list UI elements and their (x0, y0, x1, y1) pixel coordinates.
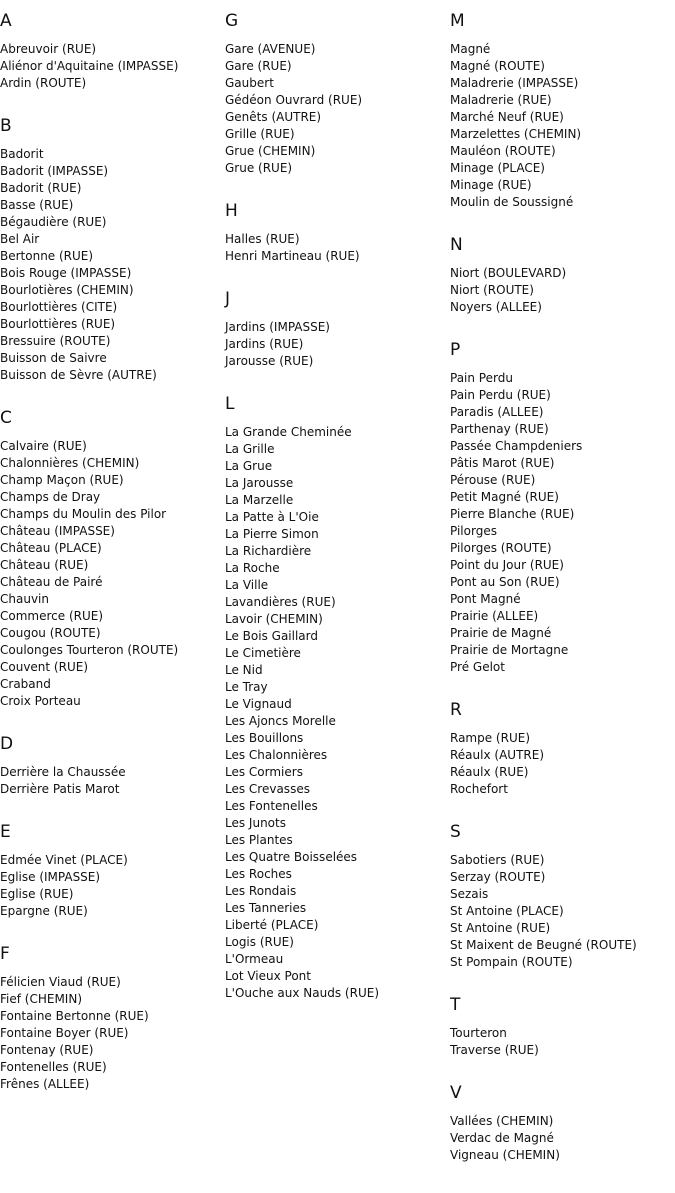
street-name: Point du Jour (RUE) (450, 558, 564, 572)
street-column-1 (0, 0, 225, 1093)
section-letter-heading: J (225, 289, 231, 309)
street-name: Mauléon (ROUTE) (450, 144, 556, 158)
street-name: Aliénor d'Aquitaine (IMPASSE) (0, 59, 179, 73)
street-name: Prairie de Magné (450, 626, 552, 640)
street-name: Les Quatre Boisselées (225, 850, 358, 864)
street-name: Eglise (IMPASSE) (0, 870, 101, 884)
street-name: Les Tanneries (225, 901, 307, 915)
street-name: Epargne (RUE) (0, 904, 88, 918)
street-name: Rochefort (450, 782, 508, 796)
street-name: St Pompain (ROUTE) (450, 955, 573, 969)
street-name: Château de Pairé (0, 575, 103, 589)
street-list (450, 265, 675, 316)
street-column-2 (225, 0, 450, 1002)
street-name: Les Fontenelles (225, 799, 318, 813)
street-name: Basse (RUE) (0, 198, 74, 212)
street-name: Eglise (RUE) (0, 887, 74, 901)
letter-section (450, 700, 675, 798)
street-name: Moulin de Soussigné (450, 195, 574, 209)
street-name: La Grande Cheminée (225, 425, 352, 439)
street-name: Pain Perdu (RUE) (450, 388, 551, 402)
street-name: Sezais (450, 887, 489, 901)
street-name: Pain Perdu (450, 371, 513, 385)
street-list (0, 974, 225, 1093)
section-letter-heading: P (450, 340, 461, 360)
street-name: St Antoine (PLACE) (450, 904, 564, 918)
street-name: Château (PLACE) (0, 541, 102, 555)
street-name: Champs de Dray (0, 490, 101, 504)
street-name: Logis (RUE) (225, 935, 294, 949)
street-name: Croix Porteau (0, 694, 81, 708)
street-name: L'Ormeau (225, 952, 284, 966)
street-name: La Roche (225, 561, 280, 575)
street-name: Pâtis Marot (RUE) (450, 456, 555, 470)
street-name: Gédéon Ouvrard (RUE) (225, 93, 363, 107)
street-name: Vigneau (CHEMIN) (450, 1148, 560, 1162)
street-name: Le Bois Gaillard (225, 629, 318, 643)
street-name: Marché Neuf (RUE) (450, 110, 564, 124)
street-name: La Jarousse (225, 476, 294, 490)
street-list (0, 764, 225, 798)
street-name: Verdac de Magné (450, 1131, 554, 1145)
street-list (450, 370, 675, 676)
street-name: Les Roches (225, 867, 292, 881)
street-name: Le Nid (225, 663, 263, 677)
street-name: Fief (CHEMIN) (0, 992, 83, 1006)
street-name: Badorit (RUE) (0, 181, 82, 195)
street-name: Bel Air (0, 232, 40, 246)
section-letter-heading: N (450, 235, 463, 255)
street-name: Craband (0, 677, 51, 691)
street-column-3 (450, 0, 675, 1164)
letter-section (0, 116, 225, 384)
street-name: Petit Magné (RUE) (450, 490, 559, 504)
street-name: Serzay (ROUTE) (450, 870, 546, 884)
street-list (450, 1025, 675, 1059)
street-name: Gare (RUE) (225, 59, 292, 73)
street-name: Jardins (IMPASSE) (225, 320, 330, 334)
letter-section (0, 944, 225, 1093)
street-name: Lavoir (CHEMIN) (225, 612, 323, 626)
street-list (0, 852, 225, 920)
street-name: Jardins (RUE) (225, 337, 304, 351)
street-name: Les Chalonnières (225, 748, 328, 762)
street-name: Maladrerie (IMPASSE) (450, 76, 579, 90)
street-name: Magné (ROUTE) (450, 59, 545, 73)
street-name: Grue (CHEMIN) (225, 144, 316, 158)
street-list (450, 852, 675, 971)
letter-section (0, 734, 225, 798)
street-name: Bertonne (RUE) (0, 249, 94, 263)
street-name: Grue (RUE) (225, 161, 293, 175)
street-name: Buisson de Saivre (0, 351, 107, 365)
street-list (225, 231, 450, 265)
street-name: Les Rondais (225, 884, 297, 898)
street-name: Gare (AVENUE) (225, 42, 316, 56)
street-name: Frênes (ALLEE) (0, 1077, 90, 1091)
street-name: Noyers (ALLEE) (450, 300, 542, 314)
section-letter-heading: G (225, 11, 239, 31)
street-name: Réaulx (AUTRE) (450, 748, 544, 762)
street-name: Pré Gelot (450, 660, 505, 674)
street-name: Halles (RUE) (225, 232, 300, 246)
street-name: La Marzelle (225, 493, 294, 507)
street-name: Réaulx (RUE) (450, 765, 529, 779)
street-name: Tourteron (450, 1026, 507, 1040)
street-name: Pierre Blanche (RUE) (450, 507, 575, 521)
letter-section (225, 11, 450, 177)
street-name: Paradis (ALLEE) (450, 405, 544, 419)
street-name: Gaubert (225, 76, 274, 90)
street-list (0, 146, 225, 384)
section-letter-heading: C (0, 408, 12, 428)
street-name: Couvent (RUE) (0, 660, 89, 674)
street-name: Bourlotières (CHEMIN) (0, 283, 134, 297)
street-name: Parthenay (RUE) (450, 422, 549, 436)
street-name: Traverse (RUE) (450, 1043, 539, 1057)
section-letter-heading: M (450, 11, 465, 31)
section-letter-heading: S (450, 822, 461, 842)
street-name: Les Junots (225, 816, 286, 830)
section-letter-heading: E (0, 822, 11, 842)
street-name: Pont au Son (RUE) (450, 575, 560, 589)
street-name: Les Crevasses (225, 782, 310, 796)
street-name: Les Bouillons (225, 731, 304, 745)
letter-section (225, 289, 450, 370)
street-name: Champ Maçon (RUE) (0, 473, 124, 487)
street-name: Fontenay (RUE) (0, 1043, 94, 1057)
street-name: Lot Vieux Pont (225, 969, 311, 983)
street-name: Niort (BOULEVARD) (450, 266, 567, 280)
street-name: Bressuire (ROUTE) (0, 334, 111, 348)
street-name: Niort (ROUTE) (450, 283, 534, 297)
street-name: Sabotiers (RUE) (450, 853, 545, 867)
street-name: Chauvin (0, 592, 49, 606)
street-name: Rampe (RUE) (450, 731, 530, 745)
street-name: Cougou (ROUTE) (0, 626, 101, 640)
street-name: Le Vignaud (225, 697, 292, 711)
street-name: Buisson de Sèvre (AUTRE) (0, 368, 157, 382)
section-letter-heading: V (450, 1083, 462, 1103)
street-name: Abreuvoir (RUE) (0, 42, 97, 56)
section-letter-heading: A (0, 11, 12, 31)
street-name: La Ville (225, 578, 269, 592)
letter-section (450, 235, 675, 316)
street-name: Commerce (RUE) (0, 609, 104, 623)
letter-section (225, 201, 450, 265)
section-letter-heading: D (0, 734, 14, 754)
street-name: Henri Martineau (RUE) (225, 249, 360, 263)
street-name: Calvaire (RUE) (0, 439, 87, 453)
letter-section (450, 11, 675, 211)
street-name: Prairie de Mortagne (450, 643, 569, 657)
section-letter-heading: L (225, 394, 235, 414)
section-letter-heading: H (225, 201, 238, 221)
street-name: Derrière la Chaussée (0, 765, 126, 779)
street-list (0, 41, 225, 92)
street-name: Château (IMPASSE) (0, 524, 115, 538)
street-name: Lavandières (RUE) (225, 595, 336, 609)
street-name: Jarousse (RUE) (225, 354, 314, 368)
street-name: La Richardière (225, 544, 312, 558)
street-name: Les Plantes (225, 833, 293, 847)
street-name: Magné (450, 42, 491, 56)
letter-section (450, 340, 675, 676)
street-name: Fontaine Bertonne (RUE) (0, 1009, 149, 1023)
street-name: Pilorges (450, 524, 497, 538)
street-list (225, 319, 450, 370)
section-letter-heading: T (450, 995, 461, 1015)
street-name: Pont Magné (450, 592, 521, 606)
street-name: Passée Champdeniers (450, 439, 583, 453)
letter-section (450, 822, 675, 971)
letter-section (225, 394, 450, 1002)
street-name: Pérouse (RUE) (450, 473, 536, 487)
street-name: Le Tray (225, 680, 268, 694)
street-name: La Patte à L'Oie (225, 510, 319, 524)
street-name: Liberté (PLACE) (225, 918, 319, 932)
letter-section (0, 408, 225, 710)
letter-section (0, 822, 225, 920)
street-name: Badorit (IMPASSE) (0, 164, 109, 178)
street-name: Derrière Patis Marot (0, 782, 120, 796)
street-list (450, 41, 675, 211)
street-name: La Grille (225, 442, 275, 456)
section-letter-heading: B (0, 116, 12, 136)
street-name: Champs du Moulin des Pilor (0, 507, 167, 521)
street-name: Ardin (ROUTE) (0, 76, 87, 90)
street-name: Minage (PLACE) (450, 161, 545, 175)
street-name: Edmée Vinet (PLACE) (0, 853, 128, 867)
street-list (450, 730, 675, 798)
street-name: Les Cormiers (225, 765, 303, 779)
street-name: Château (RUE) (0, 558, 89, 572)
letter-section (450, 1083, 675, 1164)
street-name: Minage (RUE) (450, 178, 532, 192)
street-list (0, 438, 225, 710)
street-list (450, 1113, 675, 1164)
street-name: Chalonnières (CHEMIN) (0, 456, 140, 470)
street-list (225, 424, 450, 1002)
street-name: La Pierre Simon (225, 527, 319, 541)
street-name: St Maixent de Beugné (ROUTE) (450, 938, 637, 952)
street-name: Le Cimetière (225, 646, 301, 660)
street-name: Prairie (ALLEE) (450, 609, 539, 623)
street-name: Félicien Viaud (RUE) (0, 975, 121, 989)
street-name: Bourlottières (CITE) (0, 300, 118, 314)
street-name: Marzelettes (CHEMIN) (450, 127, 582, 141)
street-name: Badorit (0, 147, 44, 161)
street-name: Bourlottières (RUE) (0, 317, 116, 331)
letter-section (0, 11, 225, 92)
section-letter-heading: R (450, 700, 462, 720)
street-name: L'Ouche aux Nauds (RUE) (225, 986, 379, 1000)
street-name: Grille (RUE) (225, 127, 295, 141)
street-name: Maladrerie (RUE) (450, 93, 552, 107)
street-name: Les Ajoncs Morelle (225, 714, 336, 728)
street-name: Bégaudière (RUE) (0, 215, 107, 229)
street-name: Bois Rouge (IMPASSE) (0, 266, 132, 280)
section-letter-heading: F (0, 944, 10, 964)
street-name: La Grue (225, 459, 273, 473)
street-name: Fontaine Boyer (RUE) (0, 1026, 129, 1040)
street-name: St Antoine (RUE) (450, 921, 551, 935)
street-name: Vallées (CHEMIN) (450, 1114, 554, 1128)
street-name: Coulonges Tourteron (ROUTE) (0, 643, 179, 657)
street-list (225, 41, 450, 177)
letter-section (450, 995, 675, 1059)
street-name: Pilorges (ROUTE) (450, 541, 552, 555)
street-name: Genêts (AUTRE) (225, 110, 322, 124)
street-name: Fontenelles (RUE) (0, 1060, 107, 1074)
